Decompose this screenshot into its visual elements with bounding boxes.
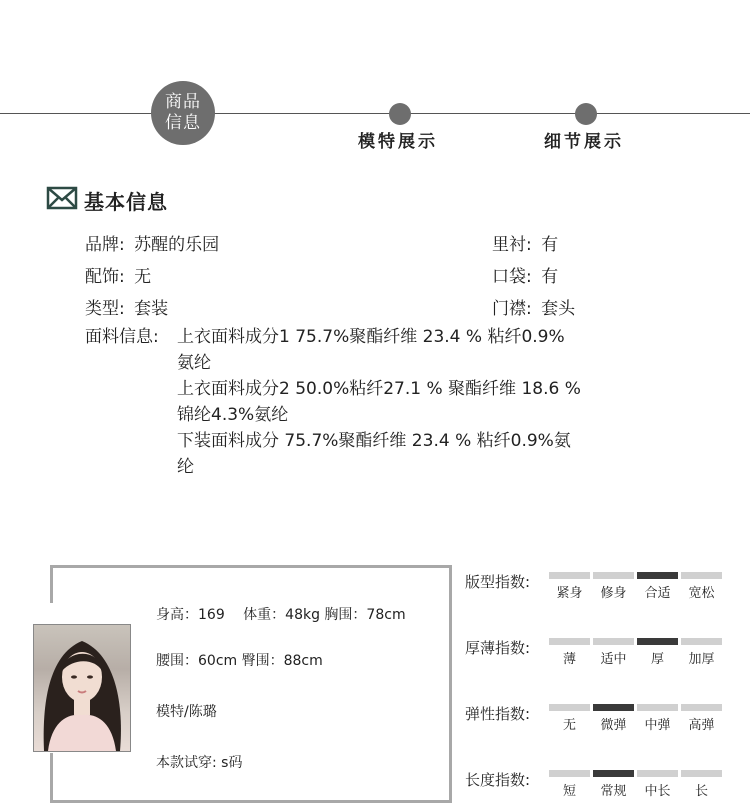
accessory-row <box>85 262 151 287</box>
field-label: 类型: <box>85 299 125 319</box>
index-bar <box>549 638 590 645</box>
field-value: 套装 <box>134 299 169 319</box>
index-option-label: 宽松 <box>688 586 715 601</box>
index-option-label: 长 <box>694 784 708 799</box>
index-bar-selected <box>593 770 634 777</box>
type-row <box>85 294 168 319</box>
fabric-line: 下装面料成分 75.7%聚酯纤维 23.4 % 粘纤0.9%氨 <box>177 431 571 451</box>
fabric-line: 上衣面料成分2 50.0%粘纤27.1 % 聚酯纤维 18.6 % <box>177 379 581 399</box>
index-option-label: 微弹 <box>600 718 627 733</box>
fabric-info <box>85 324 617 480</box>
index-option-label: 常规 <box>600 784 627 799</box>
index-label: 弹性指数: <box>465 705 531 723</box>
index-label: 长度指数: <box>465 771 531 789</box>
index-option-label: 中弹 <box>644 718 671 733</box>
field-value: 无 <box>134 267 152 287</box>
index-option-label: 短 <box>562 784 576 799</box>
placket-row <box>492 294 575 319</box>
index-bar <box>681 704 722 711</box>
index-option-label: 薄 <box>562 652 576 667</box>
index-bar-selected <box>637 572 678 579</box>
brand-row <box>85 230 219 255</box>
model-name: 模特/陈璐 <box>156 704 217 720</box>
model-measurements-2: 腰围：60cm 臀围：88cm <box>156 653 323 669</box>
index-bar <box>549 572 590 579</box>
pocket-row <box>492 262 558 287</box>
field-label: 配饰: <box>85 267 125 287</box>
nav-dot-model[interactable] <box>389 103 411 125</box>
nav-main-label: 商品信息 <box>165 92 201 133</box>
index-option-label: 合适 <box>644 586 671 601</box>
field-value: 苏醒的乐园 <box>134 235 220 255</box>
index-bar <box>681 638 722 645</box>
nav-dot-detail[interactable] <box>575 103 597 125</box>
field-label: 里衬: <box>492 235 532 255</box>
index-bar <box>593 638 634 645</box>
index-bar <box>637 704 678 711</box>
index-bar <box>549 770 590 777</box>
index-bar <box>549 704 590 711</box>
index-bar <box>637 770 678 777</box>
model-measurements-1: 身高：169 体重：48kg 胸围：78cm <box>156 607 406 623</box>
field-label: 门襟: <box>492 299 532 319</box>
fabric-line: 纶 <box>177 457 194 477</box>
section-title: 基本信息 <box>84 189 168 214</box>
basic-info-header <box>46 185 168 215</box>
index-bar <box>681 572 722 579</box>
field-value: 有 <box>541 235 559 255</box>
index-bar <box>681 770 722 777</box>
fabric-line: 上衣面料成分1 75.7%聚酯纤维 23.4 % 粘纤0.9% <box>177 327 565 347</box>
nav-item-detail[interactable]: 细节展示 <box>544 132 624 152</box>
nav-item-model[interactable]: 模特展示 <box>358 132 438 152</box>
nav-product-info-circle[interactable] <box>151 81 215 145</box>
fabric-line: 锦纶4.3%氨纶 <box>177 405 289 425</box>
envelope-icon <box>46 185 78 215</box>
model-photo <box>33 624 131 752</box>
lining-row <box>492 230 558 255</box>
index-label: 版型指数: <box>465 573 531 591</box>
index-option-label: 适中 <box>600 652 627 667</box>
field-value: 有 <box>541 267 559 287</box>
index-label: 厚薄指数: <box>465 639 531 657</box>
field-label: 口袋: <box>492 267 532 287</box>
index-option-label: 修身 <box>600 586 627 601</box>
index-bar <box>593 572 634 579</box>
index-option-label: 紧身 <box>556 586 583 601</box>
fabric-lines <box>177 324 617 480</box>
field-label: 品牌: <box>85 235 125 255</box>
model-size: 本款试穿: s码 <box>156 755 243 771</box>
index-option-label: 高弹 <box>688 718 715 733</box>
index-option-label: 中长 <box>644 784 671 799</box>
fabric-label: 面料信息: <box>85 327 159 347</box>
index-option-label: 无 <box>562 718 576 733</box>
fabric-line: 氨纶 <box>177 353 211 373</box>
field-value: 套头 <box>541 299 576 319</box>
index-bar-selected <box>593 704 634 711</box>
index-bar-selected <box>637 638 678 645</box>
nav-line <box>0 113 750 114</box>
index-option-label: 加厚 <box>688 652 715 667</box>
index-option-label: 厚 <box>650 652 664 667</box>
